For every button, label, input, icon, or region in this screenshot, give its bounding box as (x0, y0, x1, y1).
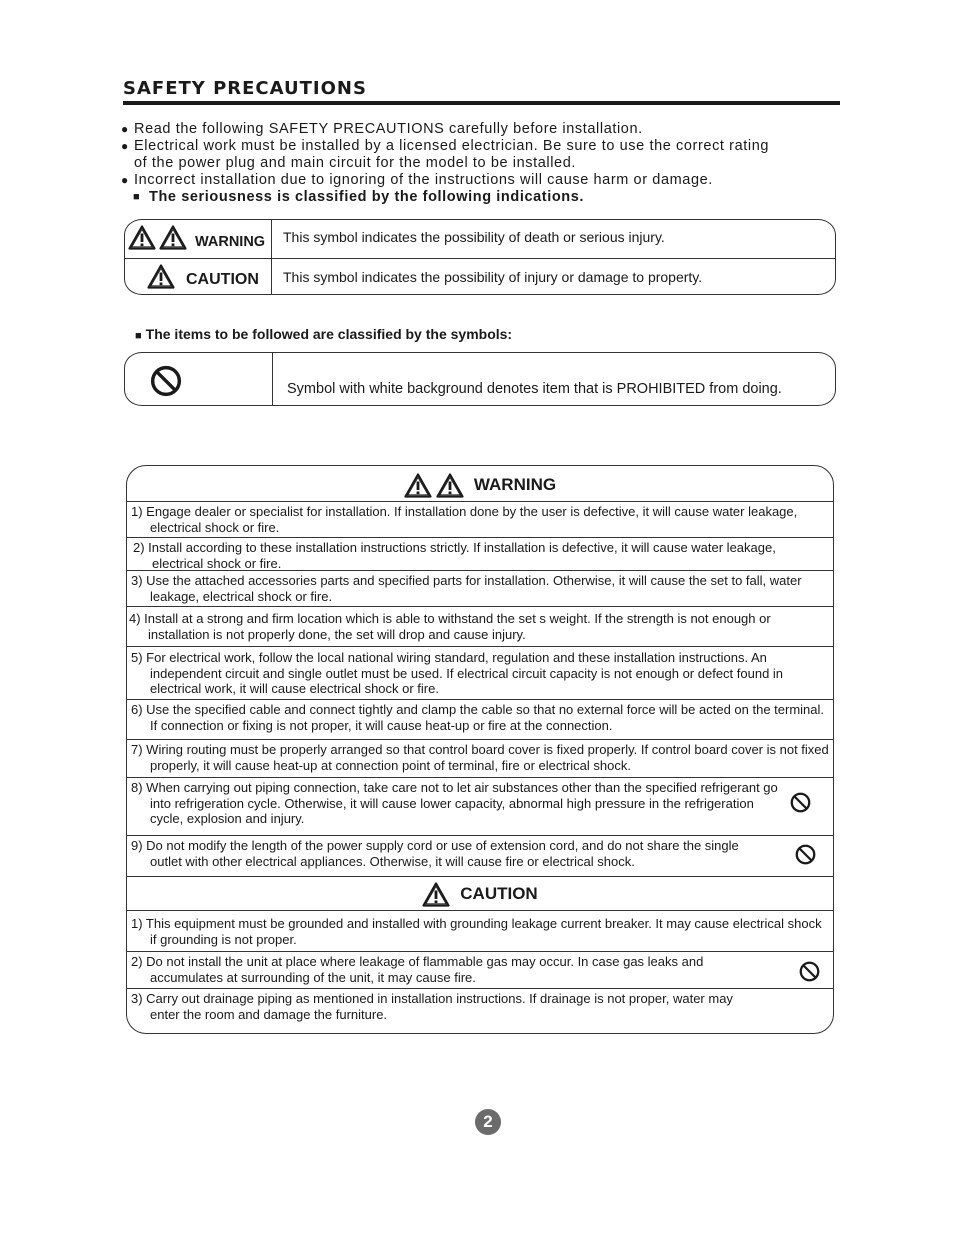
warning-label: WARNING (195, 234, 266, 250)
caution-header-row (127, 876, 833, 910)
title-rule (123, 101, 840, 105)
warning-item-6: 6) Use the specified cable and connect tightly and clamp the cable so that no external force will be acted on the terminal. If connection or fixing is not proper, it will cause heat-up or fire at the connection. (127, 699, 833, 740)
warning-triangle-icon (159, 225, 187, 250)
prohibited-description: Symbol with white background denotes item that is PROHIBITED from doing. (287, 381, 782, 397)
intro-bullet: ● Read the following SAFETY PRECAUTIONS carefully before installation. (121, 121, 643, 137)
warning-item-2: 2) Install according to these installation instructions strictly. If installation is defective, it will cause water leakage, electrical shock or fire. (127, 537, 833, 569)
warning-triangle-icon (436, 473, 464, 498)
warning-item-7: 7) Wiring routing must be properly arranged so that control board cover is fixed properly. If control board cover is not fixed properly, it will cause heat-up at connection point of terminal, fire or electrical shock. (127, 739, 833, 777)
symbols-table (124, 352, 836, 406)
intro-bullet: ● Incorrect installation due to ignoring of the instructions will cause harm or damage. (121, 172, 713, 188)
prohibited-icon (150, 365, 182, 397)
indication-row-caution (125, 259, 835, 294)
warning-item-5: 5) For electrical work, follow the local national wiring standard, regulation and these installation instructions. An independent circuit and single outlet must be used. If electrical circuit capacity is not enough or defect found in electrical work, it will cause electrical shock or fire. (127, 646, 833, 699)
warning-item-3: 3) Use the attached accessories parts and specified parts for installation. Otherwise, it will cause the set to fall, water leakage, electrical shock or fire. (127, 570, 833, 605)
caution-header-label: CAUTION (460, 884, 538, 904)
warning-item-9: 9) Do not modify the length of the power supply cord or use of extension cord, and do not share the single outlet with other electrical appliances. Otherwise, it will cause fire or electrical shock. (127, 835, 833, 875)
warning-item-4: 4) Install at a strong and firm location which is able to withstand the set s weight. If the strength is not enough or installation is not properly done, the set will drop and cause injury. (127, 606, 833, 645)
warning-triangle-icon (404, 473, 432, 498)
intro-bullet: ● Electrical work must be installed by a licensed electrician. Be sure to use the correct rating (121, 138, 770, 154)
page-number: 2 (475, 1109, 501, 1135)
caution-triangle-icon (422, 882, 450, 907)
warning-triangle-icon (128, 225, 156, 250)
caution-item-3: 3) Carry out drainage piping as mentioned in installation instructions. If drainage is not proper, water may enter the room and damage the furniture. (127, 988, 833, 1033)
symbols-note: ■ The items to be followed are classified by the symbols: (135, 326, 513, 342)
indication-row-warning (125, 220, 835, 259)
table-divider (272, 353, 273, 405)
caution-label: CAUTION (186, 271, 259, 288)
caution-header (127, 879, 833, 909)
precautions-box (126, 465, 834, 1034)
prohibited-icon (795, 844, 816, 865)
prohibited-icon (790, 792, 811, 813)
indications-table (124, 219, 836, 295)
caution-item-1: 1) This equipment must be grounded and installed with grounding leakage current breaker. It may cause electrical shock if grounding is not proper. (127, 910, 833, 951)
warning-item-8: 8) When carrying out piping connection, take care not to let air substances other than the specified refrigerant go into refrigeration cycle. Otherwise, it will cause lower capacity, abnormal high pressure in the refrigeration cycle, explosion and injury. (127, 777, 833, 834)
caution-description: This symbol indicates the possibility of injury or damage to property. (283, 269, 703, 285)
caution-item-2: 2) Do not install the unit at place where leakage of flammable gas may occur. In case gas leaks and accumulates at surrounding of the unit, it may cause fire. (127, 951, 833, 988)
intro-section (121, 121, 841, 206)
classification-note: ■ The seriousness is classified by the following indications. (133, 189, 585, 205)
warning-header (127, 469, 833, 501)
caution-triangle-icon (147, 264, 175, 289)
page-title: SAFETY PRECAUTIONS (123, 78, 367, 99)
table-divider (271, 220, 272, 294)
prohibited-icon (799, 961, 820, 982)
warning-description: This symbol indicates the possibility of death or serious injury. (283, 229, 665, 245)
warning-item-1: 1) Engage dealer or specialist for installation. If installation done by the user is defective, it will cause water leakage, electrical shock or fire. (127, 501, 833, 535)
intro-bullet-continued: of the power plug and main circuit for the model to be installed. (134, 155, 577, 171)
warning-header-label: WARNING (473, 475, 557, 494)
